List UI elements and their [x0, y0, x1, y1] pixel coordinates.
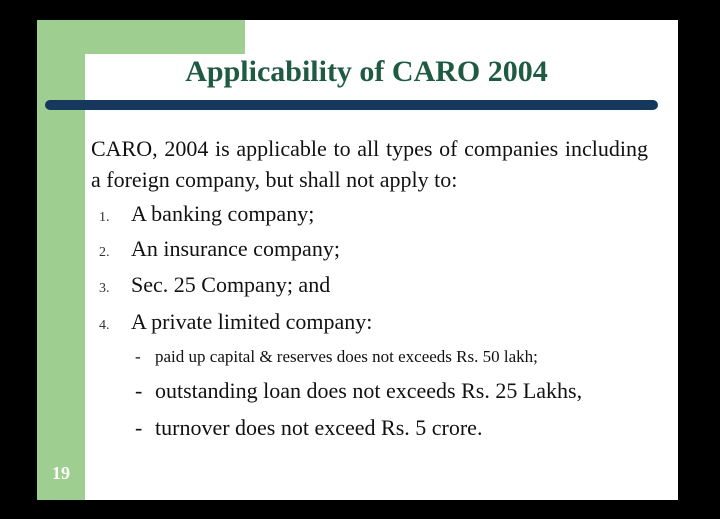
list-item [99, 236, 340, 262]
sub-list-dash: - [135, 347, 141, 366]
list-item [99, 309, 372, 335]
slide [37, 20, 678, 500]
sub-list-item-text: turnover does not exceed Rs. 5 crore. [155, 415, 483, 440]
intro-paragraph: CARO, 2004 is applicable to all types of companies including a foreign company, but shall not apply to: [91, 136, 648, 192]
sub-list-item [135, 378, 582, 404]
list-item [99, 201, 314, 227]
sub-list-item [135, 415, 482, 441]
list-number: 4. [99, 318, 110, 333]
list-item-text: A banking company; [131, 201, 315, 226]
left-accent-bar [37, 20, 85, 500]
list-item [99, 272, 330, 298]
list-item-text: A private limited company: [131, 309, 373, 334]
list-number: 1. [99, 210, 110, 225]
list-item-text: Sec. 25 Company; and [131, 272, 331, 297]
list-number: 2. [99, 245, 110, 260]
sub-list-item [135, 347, 538, 367]
sub-list-item-text: paid up capital & reserves does not exceeds Rs. 50 lakh; [155, 347, 538, 366]
sub-list-dash: - [135, 415, 143, 440]
top-accent-tab [37, 20, 245, 54]
list-item-text: An insurance company; [131, 236, 340, 261]
slide-title: Applicability of CARO 2004 [185, 55, 548, 88]
sub-list-item-text: outstanding loan does not exceeds Rs. 25 Lakhs, [155, 378, 583, 403]
title-divider [45, 100, 658, 110]
list-number: 3. [99, 281, 110, 296]
sub-list-dash: - [135, 378, 143, 403]
page-number: 19 [52, 463, 70, 483]
